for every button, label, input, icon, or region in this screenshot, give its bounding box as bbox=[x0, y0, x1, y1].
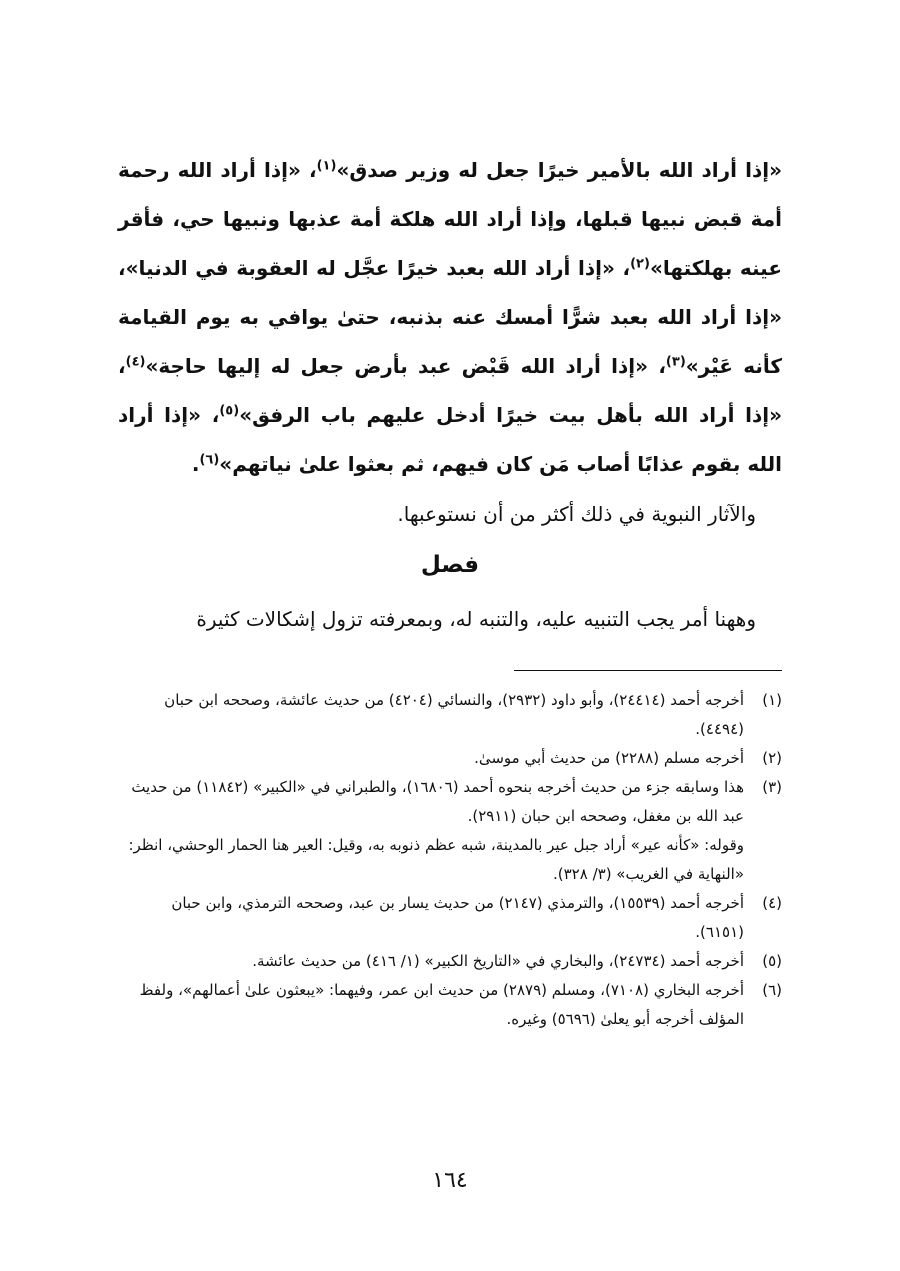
footnote-text: أخرجه مسلم (٢٢٨٨) من حديث أبي موسىٰ. bbox=[474, 749, 744, 767]
footnote-text: أخرجه البخاري (٧١٠٨)، ومسلم (٢٨٧٩) من حديث ابن عمر، وفيهما: «يبعثون علىٰ أعمالهم»، ولفظ المؤلف أخرجه أبو يعلىٰ (٥٦٩٦) وغيره. bbox=[139, 981, 744, 1028]
footnote-number: (٢) bbox=[762, 749, 782, 767]
footnote-ref-3[interactable]: (٣) bbox=[665, 354, 686, 370]
footnote-6 bbox=[118, 976, 782, 1034]
footnote-3 bbox=[118, 773, 782, 889]
hadith-text-1: «إذا أراد الله بالأمير خيرًا جعل له وزير صدق» bbox=[336, 158, 782, 182]
hadith-text-3: ، «إذا أراد الله بعبد خيرًا عجَّل له العقوبة في الدنيا»، «إذا أراد الله بعبد شرًّا أمسك عنه بذنبه، حتىٰ يوافي به يوم القيامة كأنه عَيْر» bbox=[118, 256, 782, 378]
footnote-number: (٤) bbox=[762, 894, 782, 912]
section-paragraph bbox=[118, 597, 782, 641]
hadith-text-end: . bbox=[191, 452, 200, 476]
hadith-text-2: ، «إذا أراد الله رحمة أمة قبض نبيها قبلها، وإذا أراد الله هلكة أمة عذبها ونبيها حي، فأقر عينه بهلكتها» bbox=[118, 158, 782, 280]
footnote-ref-1[interactable]: (١) bbox=[316, 158, 337, 174]
footnote-ref-2[interactable]: (٢) bbox=[630, 256, 650, 272]
footnote-ref-5[interactable]: (٥) bbox=[219, 403, 240, 419]
footnote-note: وقوله: «كأنه عير» أراد جبل عير بالمدينة، شبه عظم ذنوبه به، وقيل: العير هنا الحمار الوحشي، انظر: «النهاية في الغريب» (٣/ ٣٢٨). bbox=[128, 836, 744, 883]
section-heading: فصل bbox=[420, 552, 480, 578]
footnote-ref-6[interactable]: (٦) bbox=[199, 452, 220, 468]
footnote-number: (١) bbox=[762, 691, 782, 709]
hadith-text-5: ، «إذا أراد الله بأهل بيت خيرًا أدخل عليهم باب الرفق» bbox=[118, 354, 782, 427]
footnote-number: (٦) bbox=[762, 981, 782, 999]
footnote-5 bbox=[118, 947, 782, 976]
footnote-text: أخرجه أحمد (٢٤٤١٤)، وأبو داود (٢٩٣٢)، والنسائي (٤٢٠٤) من حديث عائشة، وصححه ابن حبان (٤٤٩٤). bbox=[164, 691, 744, 738]
footnote-separator bbox=[514, 670, 782, 671]
footnote-number: (٣) bbox=[762, 778, 782, 796]
page-number: ١٦٤ bbox=[432, 1168, 468, 1193]
footnote-ref-4[interactable]: (٤) bbox=[125, 354, 146, 370]
footnote-1 bbox=[118, 686, 782, 744]
footnote-2 bbox=[118, 744, 782, 773]
closing-paragraph bbox=[118, 492, 782, 536]
footnote-4 bbox=[118, 889, 782, 947]
main-paragraph bbox=[118, 146, 782, 489]
footnote-text: هذا وسابقه جزء من حديث أخرجه بنحوه أحمد (١٦٨٠٦)، والطبراني في «الكبير» (١١٨٤٢) من حديث عبد الله بن مغفل، وصححه ابن حبان (٢٩١١). bbox=[131, 778, 744, 825]
footnote-text: أخرجه أحمد (١٥٥٣٩)، والترمذي (٢١٤٧) من حديث يسار بن عبد، وصححه الترمذي، وابن حبان (٦١٥١). bbox=[171, 894, 744, 941]
closing-text: والآثار النبوية في ذلك أكثر من أن نستوعبها. bbox=[397, 502, 756, 526]
footnotes-list bbox=[118, 686, 782, 1034]
footnote-text: أخرجه أحمد (٢٤٧٣٤)، والبخاري في «التاريخ الكبير» (١/ ٤١٦) من حديث عائشة. bbox=[252, 952, 744, 970]
hadith-text-4: ، «إذا أراد الله قَبْض عبد بأرض جعل له إليها حاجة» bbox=[145, 354, 666, 378]
footnote-number: (٥) bbox=[762, 952, 782, 970]
section-text: وههنا أمر يجب التنبيه عليه، والتنبه له، وبمعرفته تزول إشكالات كثيرة bbox=[196, 607, 756, 631]
hadith-text-6: ، «إذا أراد الله بقوم عذابًا أصاب مَن كان فيهم، ثم بعثوا علىٰ نياتهم» bbox=[118, 403, 782, 476]
hadith-paragraph bbox=[118, 146, 782, 489]
